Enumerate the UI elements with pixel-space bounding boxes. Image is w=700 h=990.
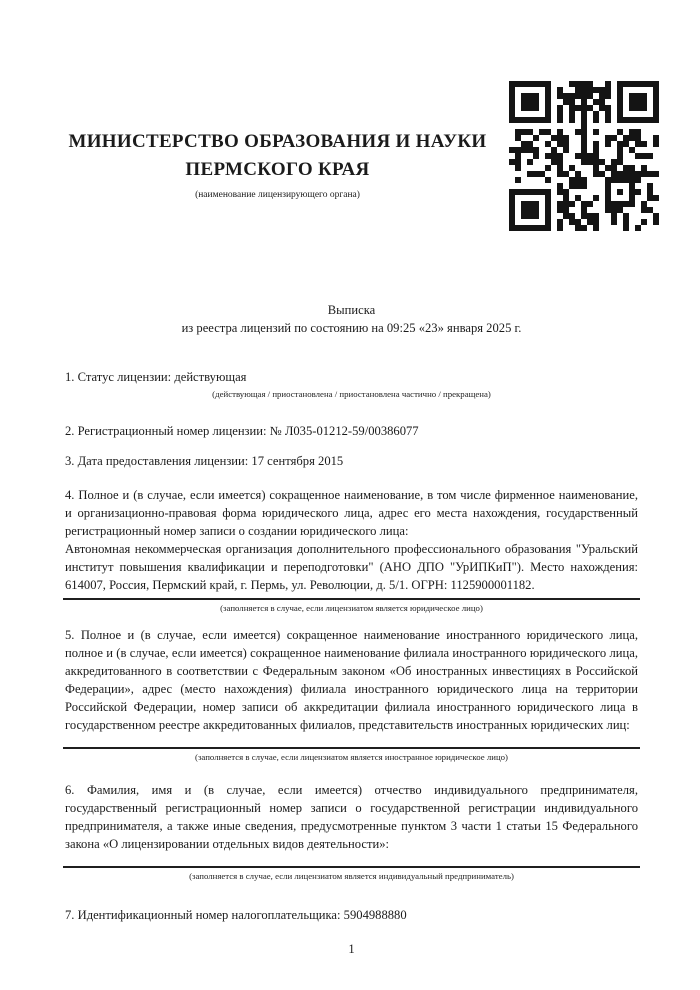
status-options-caption: (действующая / приостановлена / приостановлена частично / прекращена) bbox=[212, 389, 491, 399]
license-date-text: 3. Дата предоставления лицензии: 17 сентября 2015 bbox=[65, 454, 344, 468]
registration-number-item bbox=[65, 422, 638, 440]
licensing-authority-header bbox=[60, 128, 495, 201]
registration-number-text: 2. Регистрационный номер лицензии: № Л035-01212-59/00386077 bbox=[65, 424, 419, 438]
taxpayer-id-item bbox=[65, 906, 638, 924]
foreign-entity-text: 5. Полное и (в случае, если имеется) сокращенное наименование иностранного юридического лица, полное и (в случае, если имеется) сокращенное наименование филиала иностранного юридического лица, аккредитованного в соответствии с Федеральным законом «Об иностранных инвестициях в Российской Федерации», адрес (место нахождения) филиала иностранного юридического лица на территории Российской Федерации, номер записи об аккредитации филиала иностранного юридического лица в государственном реестре аккредитованных филиалов, представительств иностранных юридических лиц: bbox=[65, 628, 638, 732]
ministry-name-line1: МИНИСТЕРСТВО ОБРАЗОВАНИЯ И НАУКИ bbox=[68, 131, 487, 152]
foreign-entity-caption: (заполняется в случае, если лицензиатом является иностранное юридическое лицо) bbox=[195, 752, 508, 762]
document-title-line: Выписка bbox=[327, 303, 376, 317]
license-status-item bbox=[65, 368, 638, 400]
legal-entity-item bbox=[65, 486, 638, 614]
document-body bbox=[65, 368, 638, 958]
legal-entity-text: 4. Полное и (в случае, если имеется) сокращенное наименование, в том числе фирменное наименование, и организационно-правовая форма юридического лица, адрес его места нахождения, государственный регистрационный номер записи о создании юридического лица: bbox=[65, 488, 638, 538]
fill-line bbox=[63, 866, 640, 868]
page-number: 1 bbox=[348, 942, 355, 956]
taxpayer-id-text: 7. Идентификационный номер налогоплательщика: 5904988880 bbox=[65, 908, 407, 922]
legal-entity-caption: (заполняется в случае, если лицензиатом является юридическое лицо) bbox=[220, 603, 483, 613]
fill-line bbox=[63, 747, 640, 749]
extract-date-line: из реестра лицензий по состоянию на 09:25 «23» января 2025 г. bbox=[181, 321, 522, 335]
foreign-entity-item bbox=[65, 626, 638, 763]
document-title bbox=[65, 301, 638, 337]
qr-code bbox=[506, 78, 662, 234]
ministry-name-line2: ПЕРМСКОГО КРАЯ bbox=[185, 159, 370, 180]
license-status-text: 1. Статус лицензии: действующая bbox=[65, 370, 247, 384]
licensing-authority-caption: (наименование лицензирующего органа) bbox=[195, 190, 360, 200]
license-date-item bbox=[65, 452, 638, 470]
fill-line bbox=[63, 598, 640, 600]
entrepreneur-caption: (заполняется в случае, если лицензиатом является индивидуальный предприниматель) bbox=[189, 871, 514, 881]
entrepreneur-text: 6. Фамилия, имя и (в случае, если имеется) отчество индивидуального предпринимателя, государственный регистрационный номер записи о государственной регистрации индивидуального предпринимателя, а также иные сведения, предусмотренные пунктом 3 части 1 статьи 15 Федерального закона «О лицензировании отдельных видов деятельности»: bbox=[65, 783, 638, 851]
legal-entity-value: Автономная некоммерческая организация дополнительного профессионального образования "Уральский институт повышения квалификации и переподготовки" (АНО ДПО "УрИПКиП"). Место нахождения: 614007, Россия, Пермский край, г. Пермь, ул. Революции, д. 5/1. ОГРН: 1125900001182. bbox=[65, 542, 638, 592]
entrepreneur-item bbox=[65, 781, 638, 882]
qr-code-image bbox=[509, 81, 659, 231]
